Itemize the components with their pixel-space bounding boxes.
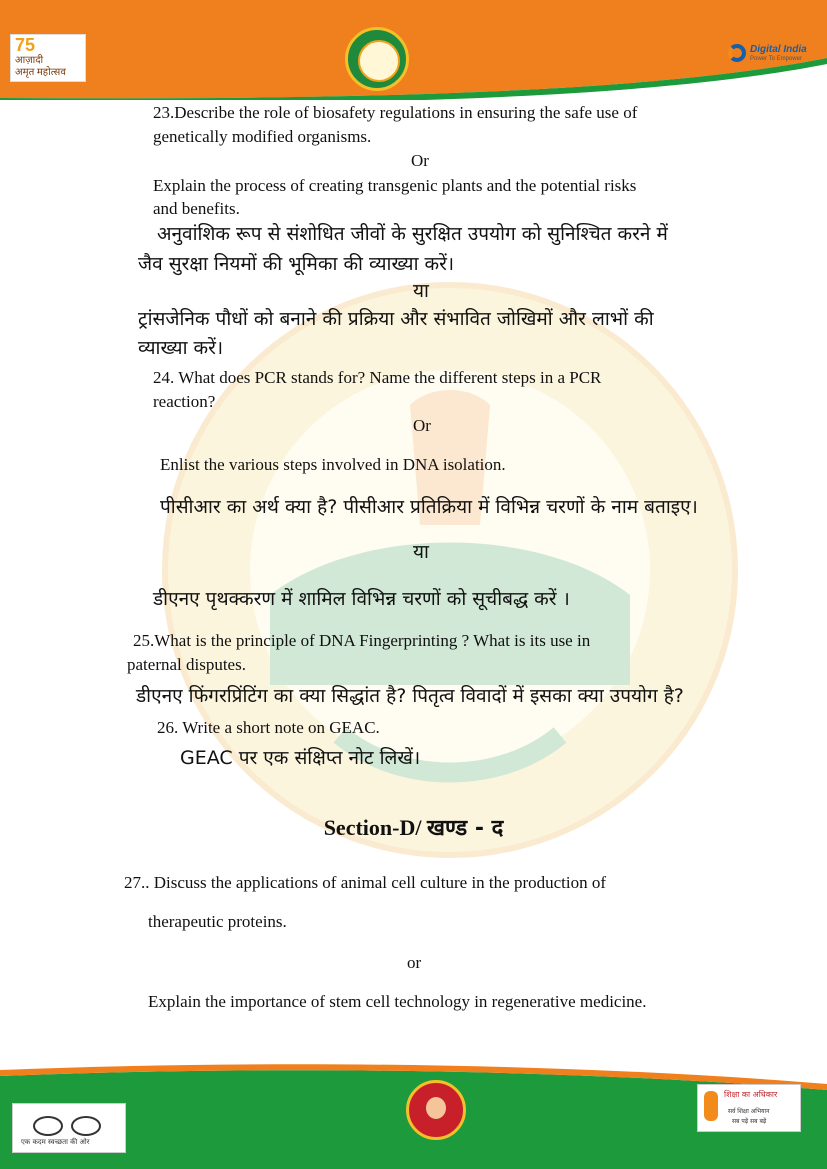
or-separator: Or <box>413 416 431 435</box>
q23-alt-english-line1: Explain the process of creating transgenic plants and the potential risks <box>153 176 637 195</box>
q23-alt-hindi-line1: ट्रांसजेनिक पौधों को बनाने की प्रक्रिया और संभावित जोखिमों और लाभों की <box>138 308 654 330</box>
q24-english-line1: 24. What does PCR stands for? Name the different steps in a PCR <box>153 368 602 387</box>
board-emblem-icon <box>345 27 409 91</box>
or-separator: Or <box>411 151 429 170</box>
q25-hindi: डीएनए फिंगरप्रिंटिंग का क्या सिद्धांत है? पितृत्व विवादों में इसका क्या उपयोग है? <box>136 685 684 707</box>
child-icon <box>704 1091 718 1121</box>
page-header <box>0 0 827 100</box>
girl-face-icon <box>426 1097 446 1119</box>
q24-alt-hindi: डीएनए पृथक्करण में शामिल विभिन्न चरणों को सूचीबद्ध करें । <box>153 588 570 610</box>
shiksha-line1: सर्व शिक्षा अभियान <box>728 1108 770 1115</box>
azadi-ka-amrit-mahotsav-logo <box>10 34 86 82</box>
q23-alt-hindi-line2: व्याख्या करें। <box>138 337 224 359</box>
board-emblem-inner <box>358 40 400 82</box>
q24-english-line2: reaction? <box>153 392 216 411</box>
q25-english-line1: 25.What is the principle of DNA Fingerprinting ? What is its use in <box>133 631 591 650</box>
shiksha-title: शिक्षा का अधिकार <box>724 1090 778 1099</box>
q24-alt-english: Enlist the various steps involved in DNA isolation. <box>160 455 506 474</box>
q23-hindi-line2: जैव सुरक्षा नियमों की भूमिका की व्याख्या करें। <box>138 253 455 275</box>
q27-english-line1: 27.. Discuss the applications of animal cell culture in the production of <box>124 873 607 892</box>
q27-alt-english: Explain the importance of stem cell technology in regenerative medicine. <box>148 992 647 1011</box>
azadi-line1: आज़ादी <box>15 55 44 66</box>
azadi-number: 75 <box>15 35 36 55</box>
q23-hindi-line1: अनुवांशिक रूप से संशोधित जीवों के सुरक्षित उपयोग को सुनिश्चित करने में <box>157 223 668 245</box>
section-title-english: Section-D/ <box>323 815 427 840</box>
azadi-line2: अमृत महोत्सव <box>15 67 66 78</box>
shiksha-ka-adhikar-logo <box>697 1084 801 1132</box>
section-title <box>0 812 827 842</box>
ya-separator: या <box>413 280 429 302</box>
q23-alt-english-line2: and benefits. <box>153 199 240 218</box>
glasses-right-icon <box>71 1116 101 1136</box>
swachh-tagline: एक कदम स्वच्छता की ओर <box>21 1138 90 1146</box>
q24-hindi: पीसीआर का अर्थ क्या है? पीसीआर प्रतिक्रिया में विभिन्न चरणों के नाम बताइए। <box>160 496 698 518</box>
page-footer <box>0 1060 827 1169</box>
digital-india-logo <box>728 42 808 70</box>
section-title-hindi: खण्ड - द <box>426 816 504 841</box>
beti-bachao-icon <box>406 1080 466 1140</box>
header-band <box>0 0 827 100</box>
swachh-bharat-logo <box>12 1103 126 1153</box>
digital-india-subtitle: Power To Empower <box>750 56 802 62</box>
glasses-left-icon <box>33 1116 63 1136</box>
q25-english-line2: paternal disputes. <box>127 655 246 674</box>
q26-english: 26. Write a short note on GEAC. <box>157 718 380 737</box>
or-separator: or <box>407 953 422 972</box>
board-watermark-icon <box>160 265 740 875</box>
q23-english-line2: genetically modified organisms. <box>153 127 372 146</box>
q27-english-line2: therapeutic proteins. <box>148 912 287 931</box>
ya-separator: या <box>413 541 429 563</box>
q26-hindi: GEAC पर एक संक्षिप्त नोट लिखें। <box>180 747 421 769</box>
digital-india-icon <box>728 44 746 62</box>
q23-english-line1: 23.Describe the role of biosafety regulations in ensuring the safe use of <box>153 103 638 122</box>
digital-india-title: Digital India <box>750 44 807 55</box>
shiksha-line2: सब पढ़ें सब बढ़ें <box>732 1118 767 1125</box>
